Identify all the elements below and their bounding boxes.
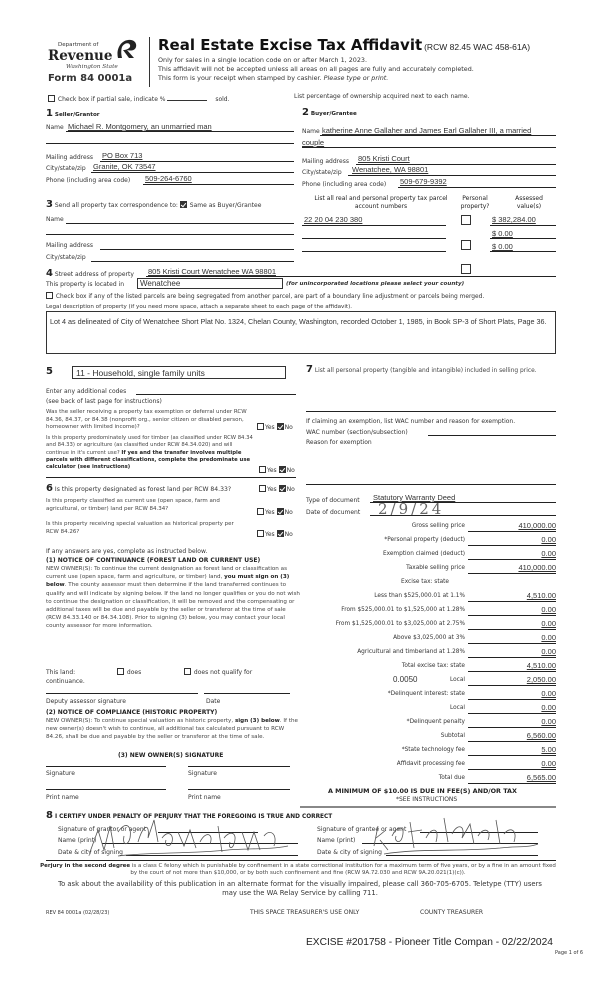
buyer-heading — [302, 107, 357, 118]
wac-line[interactable] — [428, 435, 556, 436]
buyer-name-field-2[interactable]: couple — [302, 138, 325, 147]
notice-3-italic: Please type or print. — [323, 74, 389, 82]
timber-yes-checkbox[interactable] — [259, 466, 266, 473]
owner-print-label-2: Print name — [188, 794, 221, 801]
no-label: No — [286, 486, 295, 493]
tier3-label: From $1,525,000.01 to $3,025,000 at 2.75% — [335, 621, 465, 627]
section-number: 4 — [46, 268, 53, 279]
form-number: Form 84 0001a — [48, 73, 133, 84]
additional-codes-label: Enter any additional codes — [46, 388, 127, 395]
seller-city-label: City/state/zip — [46, 165, 86, 172]
tier2-value[interactable]: 0.00 — [541, 605, 556, 614]
tier1-value[interactable]: 4,510.00 — [526, 591, 556, 600]
segregated-label: Check box if any of the listed parcels are being segregated from another parcel, are part of a boundary line adjustment or parcels being merged. — [55, 294, 485, 300]
taxable-selling-price-value[interactable]: 410,000.00 — [518, 563, 556, 572]
buyer-mailing-field[interactable]: 805 Kristi Court — [358, 154, 410, 163]
minimum-due-notice: A MINIMUM OF $10.00 IS DUE IN FEE(S) AND/OR TAX — [328, 787, 517, 795]
delinquent-interest-state-value[interactable]: 0.00 — [541, 689, 556, 698]
section-number: 8 — [46, 810, 53, 821]
if-yes-note: If any answers are yes, complete as instructed below. — [46, 548, 208, 555]
no-label: No — [286, 467, 295, 474]
buyer-city-label: City/state/zip — [302, 169, 342, 176]
buyer-name-field[interactable]: katherine Anne Gallaher and James Earl Gallaher III, a married — [322, 126, 532, 135]
certify-text: I CERTIFY UNDER PENALTY OF PERJURY THAT THE FOREGOING IS TRUE AND CORRECT — [55, 814, 333, 820]
grantor-date-label: Date & city of signing — [58, 849, 123, 856]
notice-compliance-text — [46, 717, 300, 742]
located-note: (for unincorporated locations please select your county) — [286, 281, 465, 287]
taxable-line — [468, 573, 556, 574]
seller-phone-field[interactable]: 509-264-6760 — [145, 174, 192, 183]
seller-phone-line — [143, 184, 294, 185]
see-instructions: *SEE INSTRUCTIONS — [396, 796, 458, 803]
total-excise-line — [468, 671, 556, 672]
total-excise-state-label: Total excise tax: state — [401, 663, 465, 669]
delinquent-penalty-value[interactable]: 0.00 — [541, 717, 556, 726]
notice2-bold: sign (3) below — [234, 718, 280, 724]
agency-name: Revenue — [48, 48, 113, 64]
owner-sig-label-2: Signature — [188, 770, 217, 777]
gross-line — [468, 531, 556, 532]
segregated-checkbox[interactable] — [46, 292, 53, 299]
personal-property-checkbox[interactable] — [461, 264, 471, 274]
tech-fee-value[interactable]: 5.00 — [541, 745, 556, 754]
tier1-label: Less than $525,000.01 at 1.1% — [374, 593, 465, 599]
parcel-line[interactable] — [302, 238, 446, 239]
timber-question-text: Is this property predominately used for timber (as classified under RCW 84.34 and 84.33) or agriculture (as classified under RCW 84.34.020) and will continue in it's current use? — [46, 435, 253, 456]
deputy-date-label: Date — [206, 698, 221, 705]
deputy-sig-line[interactable] — [46, 693, 198, 694]
located-label: This property is located in — [46, 281, 125, 288]
seller-city-field[interactable]: Granite, OK 73547 — [93, 162, 156, 171]
doc-type-label: Type of document — [306, 497, 360, 504]
tier4-label: Above $3,025,000 at 3% — [393, 635, 465, 641]
street-line — [146, 276, 556, 277]
perjury-text: is a class C felony which is punishable by confinement in a state correctional institution for a maximum term of five years, or by a fine in an amount fixed by the court of not more than $10,000, or by both such confinement and fine (RCW 9A.72.030 and RCW 9A.20.021(1)(c)). — [130, 863, 556, 876]
section8-bottom-divider — [46, 860, 556, 861]
agricultural-line — [468, 657, 556, 658]
notice-compliance-title: (2) NOTICE OF COMPLIANCE (HISTORIC PROPERTY) — [46, 709, 218, 716]
processing-fee-value[interactable]: 0.00 — [541, 759, 556, 768]
no-label: No — [284, 424, 293, 431]
corr-mailing-line[interactable] — [100, 249, 294, 250]
timber-no-checkbox[interactable] — [279, 466, 286, 473]
corr-name-label: Name — [46, 216, 64, 223]
perjury-bold: Perjury in the second degree — [40, 863, 131, 869]
legal-description-field[interactable] — [46, 311, 556, 354]
subtotal-line — [468, 741, 556, 742]
seller-city-line — [91, 172, 294, 173]
personal-property-deduct-label: *Personal property (deduct) — [384, 537, 465, 543]
buyer-city-field[interactable]: Wenatchee, WA 98801 — [352, 165, 429, 174]
notice-1: Only for sales in a single location code on or after March 1, 2023. — [158, 56, 368, 64]
see-back-note: (see back of last page for instructions) — [46, 398, 162, 405]
notice2-part-a: NEW OWNER(S): To continue special valuation as historic property, — [46, 718, 234, 724]
notice1-part-a: NEW OWNER(S): To continue the current designation as forest land or classification as current use (open space, farm and agriculture, or timber) land, — [46, 566, 287, 581]
page-indicator: Page 1 of 6 — [555, 950, 584, 956]
gross-selling-price-value[interactable]: 410,000.00 — [518, 521, 556, 530]
partial-sale-suffix: sold. — [215, 96, 230, 103]
new-owner-signature-title: (3) NEW OWNER(S) SIGNATURE — [118, 752, 224, 759]
timber-question — [46, 435, 256, 471]
parcel-col-header: List all real and personal property tax parcel account numbers — [314, 195, 448, 210]
parcel-line — [302, 225, 446, 226]
located-select[interactable] — [137, 278, 283, 289]
seller-name-line — [66, 131, 294, 132]
partial-sale-checkbox[interactable] — [48, 95, 55, 102]
tier3-line — [468, 629, 556, 630]
exemption-no-checkbox[interactable] — [277, 423, 284, 430]
current-use-yes-checkbox[interactable] — [257, 508, 264, 515]
forest-no-checkbox[interactable] — [279, 485, 286, 492]
exemption-deduct-value[interactable]: 0.00 — [541, 549, 556, 558]
forest-question — [46, 483, 231, 494]
seller-name-field[interactable]: Michael R. Montgomery, an unmarried man — [68, 122, 212, 131]
street-label-wrap — [46, 268, 134, 279]
delinquent-interest-local-label: Local — [449, 705, 465, 711]
same-as-buyer-label: Same as Buyer/Grantee — [189, 202, 262, 209]
correspondence-label: Send all property tax correspondence to: — [54, 202, 178, 209]
perjury-notice — [38, 863, 558, 877]
grantor-sig-label: Signature of grantor or agent — [58, 826, 147, 833]
section-number: 5 — [46, 366, 53, 377]
grantee-date-label: Date & city of signing — [317, 849, 382, 856]
notice-continuance-title: (1) NOTICE OF CONTINUANCE (FOREST LAND OR CURRENT USE) — [46, 557, 261, 564]
doc-type-field[interactable]: Statutory Warranty Deed — [373, 493, 456, 502]
current-use-answer — [257, 508, 293, 516]
tier4-line — [468, 643, 556, 644]
does-option — [117, 668, 141, 676]
corr-name-line2[interactable] — [46, 234, 294, 235]
does-not-label: does not qualify for — [193, 669, 253, 676]
excise-stamp: EXCISE #201758 - Pioneer Title Compan - 02/22/2024 — [306, 937, 553, 948]
gross-selling-price-label: Gross selling price — [411, 523, 465, 529]
seller-name-label: Name — [46, 124, 64, 131]
section-number: 1 — [46, 108, 53, 119]
ownership-note: List percentage of ownership acquired next to each name. — [294, 93, 470, 100]
use-code-select[interactable] — [72, 366, 286, 379]
does-label: does — [126, 669, 142, 676]
yes-label: Yes — [265, 424, 275, 431]
corr-name-line[interactable] — [66, 223, 294, 224]
buyer-name-line — [320, 135, 556, 136]
delinquent-penalty-label: *Delinquent penalty — [406, 719, 465, 725]
grantor-signature-icon — [88, 812, 293, 862]
grantor-name-label: Name (print) — [58, 837, 97, 844]
historic-answer — [257, 530, 293, 538]
street-address-field[interactable]: 805 Kristi Court Wenatchee WA 98801 — [148, 267, 276, 276]
section-number: 2 — [302, 107, 309, 118]
personal-property-deduct-value[interactable]: 0.00 — [541, 535, 556, 544]
current-use-no-checkbox[interactable] — [277, 508, 284, 515]
exemption-yes-checkbox[interactable] — [257, 423, 264, 430]
this-land-label: This land: — [46, 669, 76, 676]
buyer-name-line2 — [302, 147, 556, 148]
historic-yes-checkbox[interactable] — [257, 530, 264, 537]
seller-heading-label: Seller/Grantor — [54, 112, 100, 118]
delinquent-interest-local-value[interactable]: 0.00 — [541, 703, 556, 712]
local-tax-line — [468, 685, 556, 686]
current-use-question: Is this property classified as current use (open space, farm and agricultural, or timber) land per RCW 84.34? — [46, 498, 220, 513]
agricultural-label: Agricultural and timberland at 1.28% — [357, 649, 465, 655]
buyer-phone-label: Phone (including area code) — [302, 181, 387, 188]
corr-mailing-label: Mailing address — [46, 242, 93, 249]
section8-top-divider — [300, 806, 556, 808]
seller-phone-label: Phone (including area code) — [46, 177, 131, 184]
grantee-sig-label: Signature of grantee or agent — [317, 826, 407, 833]
buyer-heading-label: Buyer/Grantee — [310, 111, 357, 117]
delinquent-interest-line — [468, 699, 556, 700]
parcel-line[interactable] — [302, 251, 446, 252]
local-rate: 0.0050 — [393, 675, 418, 684]
total-due-label: Total due — [438, 775, 465, 781]
buyer-phone-line — [398, 187, 556, 188]
subtotal-value[interactable]: 6,560.00 — [526, 731, 556, 740]
processing-fee-line — [468, 769, 556, 770]
seller-mailing-field[interactable]: PO Box 713 — [102, 151, 143, 160]
additional-codes-line[interactable] — [136, 394, 296, 395]
agency-logo — [44, 38, 142, 88]
same-as-buyer-checkbox[interactable] — [180, 201, 187, 208]
parcel-number-field[interactable]: 22 20 04 230 380 — [304, 215, 363, 224]
tier2-label: From $525,000.01 to $1,525,000 at 1.28% — [341, 607, 465, 613]
excise-tax-state-label: Excise tax: state — [401, 579, 449, 585]
seller-mailing-label: Mailing address — [46, 154, 93, 161]
forest-question-text: Is this property designated as forest land per RCW 84.33? — [54, 486, 232, 493]
tier3-value[interactable]: 0.00 — [541, 619, 556, 628]
treasurer-use-label: THIS SPACE TREASURER'S USE ONLY — [250, 909, 360, 916]
exemption-answer — [257, 423, 293, 431]
header-divider — [149, 37, 150, 87]
yes-label: Yes — [265, 509, 275, 516]
personal-property-checkbox[interactable] — [461, 240, 471, 250]
personal-property-label: List all personal property (tangible and intangible) included in selling price. — [314, 368, 537, 374]
seller-heading — [46, 108, 100, 119]
notice-3 — [158, 74, 388, 82]
located-value: Wenatchee — [140, 279, 181, 288]
local-tax-value[interactable]: 2,050.00 — [526, 675, 556, 684]
section-number: 7 — [306, 364, 313, 375]
buyer-name-label: Name — [302, 128, 320, 135]
corr-city-label: City/state/zip — [46, 254, 86, 261]
taxable-selling-price-label: Taxable selling price — [406, 565, 465, 571]
reason-label: Reason for exemption — [306, 439, 372, 446]
wac-label: WAC number (section/subsection) — [306, 429, 408, 436]
total-due-line — [468, 783, 556, 784]
doc-date-label: Date of document — [306, 509, 361, 516]
corr-city-line[interactable] — [91, 261, 294, 262]
assessed-value-field[interactable]: $ 0.00 — [492, 229, 513, 238]
notice1-bold: you must sign on (3) below — [46, 574, 290, 589]
agricultural-value[interactable]: 0.00 — [541, 647, 556, 656]
buyer-city-line — [348, 175, 556, 176]
county-treasurer-label: COUNTY TREASURER — [420, 909, 484, 916]
notice1-part-b: . The county assessor must then determine if the land transferred continues to qualify and will indicate by signing below. If the land no longer qualifies or you do not wish to continue the designation or classification, it will be removed and the compensating or additional taxes will be due and payable by the seller or transferor at the time of sale (RCW 84.33.140 or 84.34.108). Prior to signing (3) below, you may contact your local county assessor for more information. — [46, 582, 300, 630]
total-excise-state-value[interactable]: 4,510.00 — [526, 661, 556, 670]
timber-divider — [46, 477, 296, 478]
personal-property-question — [306, 366, 556, 375]
value-line — [490, 225, 556, 226]
yes-label: Yes — [267, 486, 277, 493]
deputy-sig-label: Deputy assessor signature — [46, 698, 126, 705]
delinquent-interest-state-label: *Delinquent interest: state — [387, 691, 465, 697]
owner-sig-line-2[interactable] — [188, 766, 290, 767]
timber-question-bold: If yes and the transfer involves multiple parcels with different classifications, complete the predominate use calculator (see instructions) — [46, 449, 251, 471]
yes-label: Yes — [265, 531, 275, 538]
owner-print-line-2[interactable] — [188, 789, 290, 790]
seller-name-line2 — [46, 143, 294, 144]
legal-description-text: Lot 4 as delineated of City of Wenatchee Short Plat No. 1324, Chelan County, Washington, recorded October 1, 1985, in Book SP-3 of Short Plats, Page 36. — [50, 317, 547, 326]
timber-answer — [259, 466, 295, 474]
historic-no-checkbox[interactable] — [277, 530, 284, 537]
personal-col-header: Personal property? — [460, 195, 490, 210]
tech-fee-label: *State technology fee — [401, 747, 465, 753]
segregated-row — [46, 292, 484, 300]
exemption-deduct-line — [468, 559, 556, 560]
historic-question: Is this property receiving special valuation as historical property per RCW 84.26? — [46, 521, 234, 536]
does-qualify-checkbox[interactable] — [117, 668, 124, 675]
reason-line[interactable] — [306, 484, 556, 485]
owner-sig-line-1[interactable] — [46, 766, 166, 767]
notice2-part-b: . If the new owner(s) doesn't wish to continue, all additional tax calculated pursuant to RCW 84.26, shall be due and payable by the seller or transferor at the time of sale. — [46, 718, 298, 741]
grantee-name-label: Name (print) — [317, 837, 356, 844]
grantee-signature-icon — [370, 812, 540, 860]
delinquent-penalty-line — [468, 727, 556, 728]
doc-date-line — [370, 515, 556, 516]
tier4-value[interactable]: 0.00 — [541, 633, 556, 642]
value-line — [490, 238, 556, 239]
owner-sig-label-1: Signature — [46, 770, 75, 777]
agency-line1: Department of — [58, 42, 99, 48]
personal-property-checkbox[interactable] — [461, 215, 471, 225]
correspondence-heading — [46, 199, 261, 210]
does-not-qualify-checkbox[interactable] — [184, 668, 191, 675]
assessed-value-field[interactable]: $ 0.00 — [492, 242, 513, 251]
partial-sale — [48, 95, 230, 103]
notice-continuance-text — [46, 565, 300, 631]
accessibility-notice: To ask about the availability of this publication in an alternate format for the visually impaired, please call 360-705-6705. Teletype (TTY) users may use the WA Relay Service by calling 711. — [58, 880, 542, 897]
tier2-line — [468, 615, 556, 616]
buyer-mailing-label: Mailing address — [302, 158, 349, 165]
assessed-value-field[interactable]: $ 382,284.00 — [492, 215, 536, 224]
partial-sale-percent-field[interactable] — [167, 100, 207, 101]
personal-property-line[interactable] — [306, 411, 556, 412]
section-number: 3 — [46, 199, 53, 210]
value-line — [490, 251, 556, 252]
title-text: Real Estate Excise Tax Affidavit — [158, 36, 423, 54]
revision-label: REV 84 0001a (02/28/23) — [46, 910, 110, 916]
notice-3-text: This form is your receipt when stamped by cashier. — [158, 74, 322, 82]
title-citation: (RCW 82.45 WAC 458-61A) — [424, 42, 531, 52]
continuance-label: continuance. — [46, 678, 85, 685]
subtotal-label: Subtotal — [440, 733, 465, 739]
exemption-question: Was the seller receiving a property tax exemption or deferral under RCW 84.36, 84.37, or 84.38 (nonprofit org., senior citizen or disabled person, homeowner with limited income)? — [46, 409, 247, 430]
agency-state: Washington State — [66, 64, 118, 70]
street-label: Street address of property — [54, 271, 134, 278]
owner-print-label-1: Print name — [46, 794, 79, 801]
use-code-value: 11 - Household, single family units — [76, 368, 205, 378]
revenue-logo-icon — [114, 38, 138, 62]
tech-fee-line — [468, 755, 556, 756]
legal-label: Legal description of property (if you need more space, attach a separate sheet to each page of the affidavit). — [46, 304, 353, 310]
yes-label: Yes — [267, 467, 277, 474]
page-title — [158, 36, 530, 54]
exemption-claim-label: If claiming an exemption, list WAC number and reason for exemption. — [306, 418, 516, 425]
total-due-value[interactable]: 6,565.00 — [526, 773, 556, 782]
doc-date-handwritten[interactable]: 2/9/24 — [378, 500, 445, 518]
local-tax-label: Local — [449, 677, 465, 683]
assessed-col-header: Assessed value(s) — [515, 195, 543, 210]
forest-yes-checkbox[interactable] — [259, 485, 266, 492]
notice-2: This affidavit will not be accepted unless all areas on all pages are fully and accurately completed. — [158, 65, 474, 73]
exemption-deduct-label: Exemption claimed (deduct) — [382, 551, 465, 557]
tier1-line — [468, 601, 556, 602]
delinquent-local-line — [468, 713, 556, 714]
deputy-date-line[interactable] — [204, 693, 290, 694]
buyer-phone-field[interactable]: 509-679-9392 — [400, 177, 447, 186]
owner-print-line-1[interactable] — [46, 789, 166, 790]
forest-answer — [259, 485, 295, 493]
partial-sale-label: Check box if partial sale, indicate % — [57, 96, 166, 103]
no-label: No — [284, 509, 293, 516]
processing-fee-label: Affidavit processing fee — [396, 761, 465, 767]
section-number: 6 — [46, 483, 53, 494]
no-label: No — [284, 531, 293, 538]
does-not-option — [184, 668, 252, 676]
personal-deduct-line — [468, 545, 556, 546]
